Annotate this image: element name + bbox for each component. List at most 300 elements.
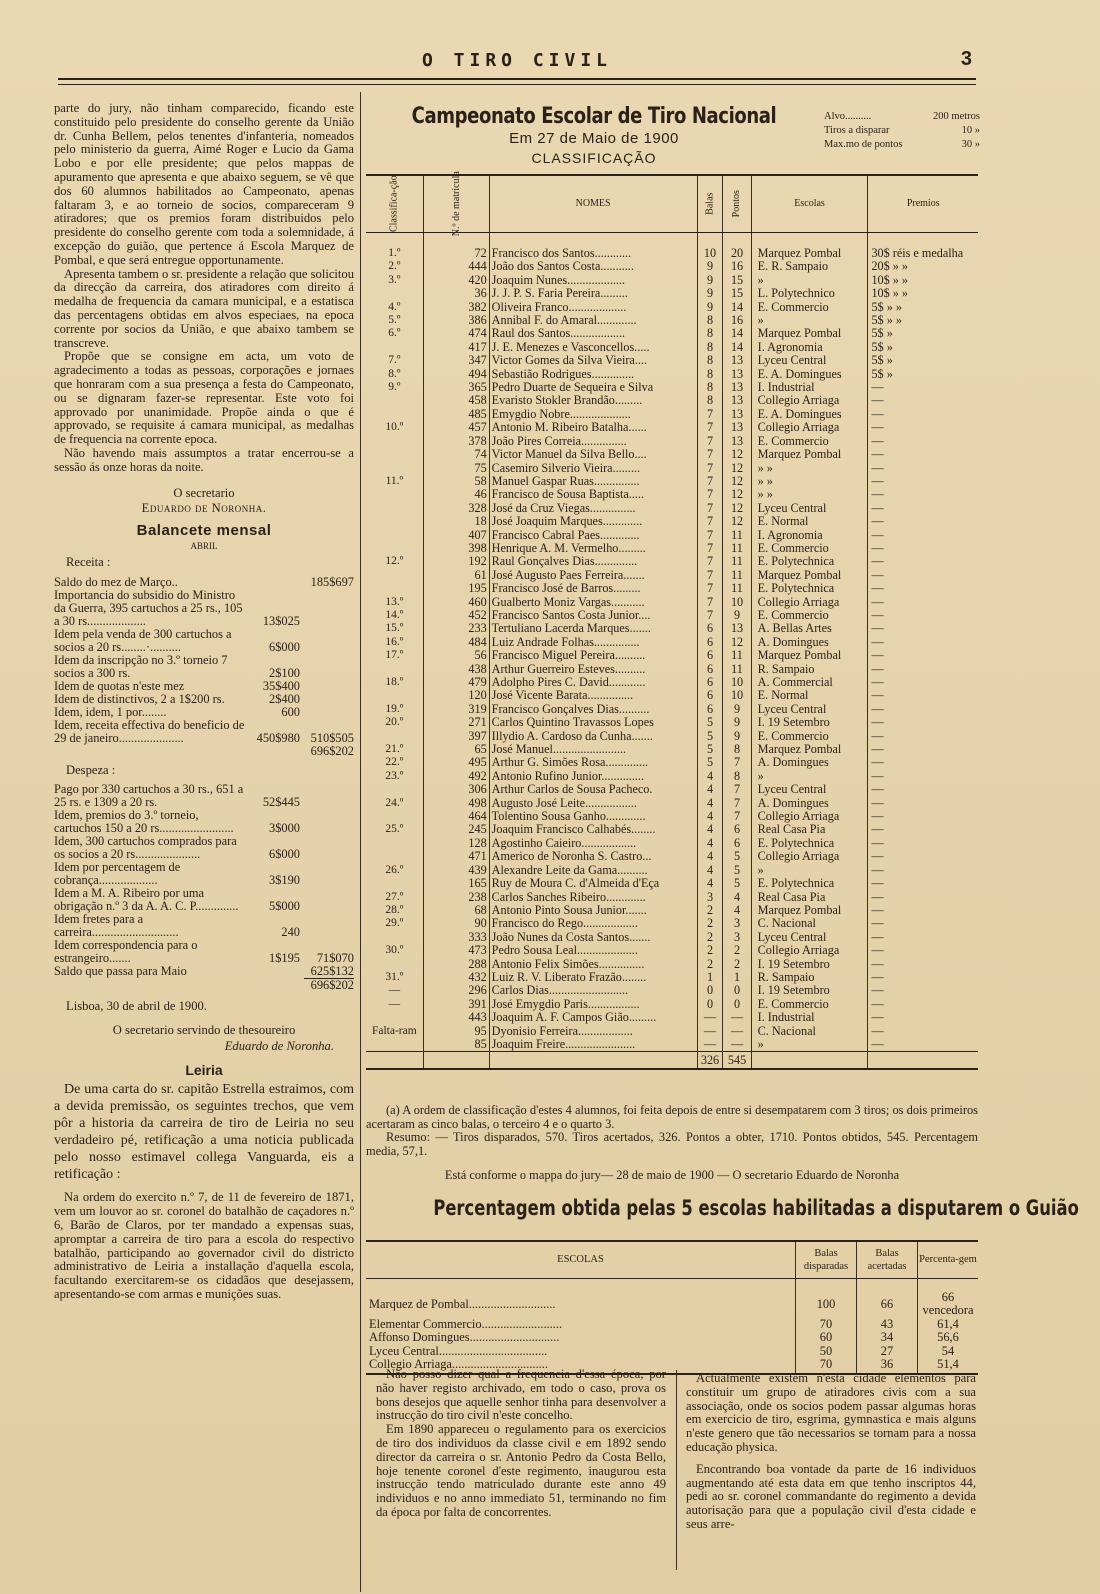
- cell-classificacao: 5.º: [366, 314, 423, 327]
- cell-classificacao: [366, 341, 423, 354]
- cell-classificacao: [366, 448, 423, 461]
- cell-pontos: 11: [723, 542, 751, 555]
- cell-premio: —: [871, 488, 884, 502]
- cell-balas: —: [697, 1038, 723, 1052]
- cell-nome: Carlos Quintino Travassos Lopes: [489, 716, 697, 729]
- balancete-title: Balancete mensal: [136, 522, 272, 540]
- ledger-amount: 450$980: [256, 730, 300, 745]
- signature-name: Eduardo de Noronha.: [224, 1038, 334, 1053]
- cell-premio: 20$ » »: [871, 260, 909, 274]
- table-row: [366, 488, 978, 501]
- cell-nome: Henrique A. M. Vermelho.........: [489, 542, 697, 555]
- ledger-total: 696$202: [304, 979, 354, 993]
- cell-pontos: 7: [723, 783, 751, 796]
- cell-balas: 7: [697, 515, 723, 528]
- cell-escola: Marquez Pombal: [751, 743, 868, 756]
- cell-escola: L. Polytechnico: [751, 287, 868, 300]
- cell-percentagem: 66 vencedora: [918, 1279, 979, 1318]
- cell-escola: Marquez Pombal: [751, 448, 868, 461]
- cell-premio: 5$ »: [871, 327, 893, 341]
- campeonato-title: Campeonato Escolar de Tiro Nacional: [411, 104, 777, 129]
- cell-matricula: 495: [423, 756, 489, 769]
- cell-escola: Collegio Arriaga: [751, 394, 868, 407]
- cell-premio: —: [871, 944, 884, 958]
- cell-classificacao: 18.º: [366, 676, 423, 689]
- cell-premio: 30$ réis e medalha: [871, 246, 964, 260]
- table-row: [366, 864, 978, 877]
- cell-balas: 6: [697, 649, 723, 662]
- cell-nome: Emygdio Nobre....................: [489, 408, 697, 421]
- cell-matricula: 328: [423, 502, 489, 515]
- cell-classificacao: [366, 394, 423, 407]
- column-separator: [676, 1370, 677, 1570]
- cell-pontos: 2: [723, 944, 751, 957]
- cell-pontos: 12: [723, 515, 751, 528]
- cell-nome: Antonio Felix Simões...............: [489, 958, 697, 971]
- cell-acertadas: 66: [857, 1279, 918, 1318]
- cell-balas: 5: [697, 743, 723, 756]
- cell-balas: 7: [697, 596, 723, 609]
- cell-nome: Carlos Sanches Ribeiro.............: [489, 891, 697, 904]
- table-row: [366, 917, 978, 930]
- cell-balas: 7: [697, 435, 723, 448]
- cell-matricula: 407: [423, 529, 489, 542]
- cell-matricula: 165: [423, 877, 489, 890]
- cell-pontos: 12: [723, 475, 751, 488]
- table-row: [366, 931, 978, 944]
- cell-pontos: 8: [723, 770, 751, 783]
- cell-matricula: 378: [423, 435, 489, 448]
- cell-premio: —: [871, 1037, 884, 1051]
- cell-escola: Marquez Pombal: [751, 649, 868, 662]
- campeonato-conditions: [824, 110, 980, 152]
- cell-escola: »: [751, 770, 868, 783]
- cell-escola: »: [751, 274, 868, 287]
- cell-pontos: 10: [723, 596, 751, 609]
- cell-premio: —: [871, 970, 884, 984]
- cell-nome: Arthur Carlos de Sousa Pacheco.: [489, 783, 697, 796]
- ledger-subtotal: 625$132: [310, 964, 354, 979]
- cell-nome: Joaquim Freire.......................: [489, 1038, 697, 1052]
- table-row: [366, 689, 978, 702]
- cell-classificacao: 1.º: [366, 233, 423, 261]
- cell-pontos: 12: [723, 502, 751, 515]
- cell-nome: Pedro Sousa Leal....................: [489, 944, 697, 957]
- cell-premio: —: [871, 877, 884, 891]
- table-row: [366, 609, 978, 622]
- cell-classificacao: 26.º: [366, 864, 423, 877]
- cell-disparadas: 50: [796, 1345, 857, 1358]
- cell-nome: Victor Gomes da Silva Vieira....: [489, 354, 697, 367]
- cell-nome: José Manuel........................: [489, 743, 697, 756]
- cell-balas: —: [697, 1025, 723, 1038]
- cell-balas: 6: [697, 676, 723, 689]
- cell-nome: Carlos Dias..........................: [489, 984, 697, 997]
- condition-label: Alvo..........: [824, 111, 872, 122]
- cell-percentagem: 56,6: [918, 1331, 979, 1344]
- cell-escola: Marquez Pombal: [751, 233, 868, 261]
- cell-pontos: 13: [723, 381, 751, 394]
- cell-balas: 8: [697, 327, 723, 340]
- cell-nome: Francisco de Sousa Baptista.....: [489, 488, 697, 501]
- cell-balas: 7: [697, 542, 723, 555]
- cell-matricula: 420: [423, 274, 489, 287]
- cell-pontos: 8: [723, 743, 751, 756]
- cell-nome: João dos Santos Costa...........: [489, 260, 697, 273]
- cell-premio: —: [871, 810, 884, 824]
- condition-row: [824, 138, 980, 152]
- cell-escola: A. Domingues: [751, 797, 868, 810]
- ledger-row: [54, 576, 354, 589]
- leiria-title: Leiria: [185, 1061, 223, 1078]
- cell-matricula: 452: [423, 609, 489, 622]
- cell-classificacao: [366, 462, 423, 475]
- cell-pontos: 6: [723, 823, 751, 836]
- cell-nome: Francisco dos Santos............: [489, 233, 697, 261]
- cell-classificacao: 13.º: [366, 596, 423, 609]
- cell-matricula: 306: [423, 783, 489, 796]
- cell-classificacao: [366, 569, 423, 582]
- cell-escola: I. 19 Setembro: [751, 958, 868, 971]
- cell-matricula: 432: [423, 971, 489, 984]
- paragraph: Não posso dizer qual a frequencia d'essa época, por não haver registo archivado, em todo o caso, prova os bons desejos que aquelle senhor tinha para desenvolver a instrucção do tiro civil n'este concelho.: [376, 1367, 666, 1423]
- cell-nome: Manuel Gaspar Ruas...............: [489, 475, 697, 488]
- table-row: [366, 1318, 978, 1331]
- cell-escola: Lyceu Central: [751, 354, 868, 367]
- cell-matricula: 386: [423, 314, 489, 327]
- ledger-amount: [248, 965, 304, 978]
- table-row: [366, 730, 978, 743]
- cell-acertadas: 27: [857, 1345, 918, 1358]
- cell-nome: Victor Manuel da Silva Bello....: [489, 448, 697, 461]
- table-row: [366, 823, 978, 836]
- cell-pontos: 13: [723, 622, 751, 635]
- note-paragraph: (a) A ordem de classificação d'estes 4 alumnos, foi feita depois de entre si desempatarem com 3 tiros; os dois primeiros acertaram as cinco balas, o terceiro 4 e o quarto 3.: [366, 1103, 978, 1131]
- cell-nome: Antonio M. Ribeiro Batalha......: [489, 421, 697, 434]
- table-row: [366, 877, 978, 890]
- cell-premio: —: [871, 635, 884, 649]
- paragraph: Em 1890 appareceu o regulamento para os exercicios de tiro dos individuos da classe civil e em 1892 sendo director da carreira o sr. Antonio Pedro da Costa Bello, hoje tenente coronel d'este regimento, inaugurou esta instrucção tendo matriculado durante este anno 49 individuos e no anno immediato 51, terminando no fim da época por falta de concorrentes.: [376, 1422, 666, 1519]
- ledger-item: Idem a M. A. Ribeiro por uma obrigação n.º 3 da A. A. C. P..............: [54, 886, 239, 914]
- ledger-item: Idem, premios do 3.º torneio, cartuchos 150 a 20 rs........................: [54, 808, 234, 836]
- ledger-amount: 1$195: [269, 951, 300, 966]
- cell-escola: I. 19 Setembro: [751, 716, 868, 729]
- ledger-amount: 2$100: [269, 665, 300, 680]
- cell-escola: E. Commercio: [751, 730, 868, 743]
- cell-pontos: 5: [723, 864, 751, 877]
- cell-pontos: 15: [723, 274, 751, 287]
- cell-escola: Collegio Arriaga: [751, 421, 868, 434]
- ledger-subtotal: [304, 628, 354, 654]
- table-row: [366, 904, 978, 917]
- cell-premio: —: [871, 528, 884, 542]
- table-row: [366, 743, 978, 756]
- cell-pontos: 6: [723, 837, 751, 850]
- cell-classificacao: 11.º: [366, 475, 423, 488]
- ledger-subtotal: [304, 654, 354, 680]
- condition-label: Tiros a disparar: [824, 125, 890, 136]
- cell-matricula: 458: [423, 394, 489, 407]
- cell-premio: —: [871, 850, 884, 864]
- classification-table: [366, 171, 978, 1070]
- cell-premio: —: [871, 501, 884, 515]
- cell-balas: 4: [697, 797, 723, 810]
- cell-matricula: 56: [423, 649, 489, 662]
- header-premios: Premios: [868, 175, 978, 233]
- header-acertadas: Balas acertadas: [857, 1241, 918, 1279]
- header-nomes: NOMES: [489, 175, 697, 233]
- cell-matricula: 18: [423, 515, 489, 528]
- cell-balas: 2: [697, 944, 723, 957]
- cell-balas: 6: [697, 636, 723, 649]
- table-row: [366, 448, 978, 461]
- campeonato-date: Em 27 de Maio de 1900: [509, 130, 679, 147]
- ledger-row: [54, 719, 354, 745]
- percentage-table: [366, 1240, 978, 1375]
- cell-pontos: 12: [723, 462, 751, 475]
- cell-pontos: 3: [723, 917, 751, 930]
- cell-pontos: 3: [723, 931, 751, 944]
- table-row: [366, 394, 978, 407]
- cell-balas: 2: [697, 931, 723, 944]
- cell-matricula: 479: [423, 676, 489, 689]
- cell-premio: —: [871, 783, 884, 797]
- ledger-item: Idem pela venda de 300 cartuchos a socios a 20 rs........·..........: [54, 626, 232, 654]
- cell-premio: —: [871, 716, 884, 730]
- cell-premio: —: [871, 836, 884, 850]
- cell-nome: Oliveira Franco...................: [489, 301, 697, 314]
- cell-balas: 7: [697, 569, 723, 582]
- cell-matricula: 72: [423, 233, 489, 261]
- cell-escola: Marquez de Pombal............................: [369, 1296, 556, 1311]
- cell-matricula: 233: [423, 622, 489, 635]
- cell-classificacao: [366, 730, 423, 743]
- balancete-month: ABRIL: [190, 540, 218, 551]
- cell-premio: 5$ »: [871, 367, 893, 381]
- ledger-despeza: [54, 783, 354, 978]
- ledger-subtotal: [304, 913, 354, 939]
- condition-label: Max.mo de pontos: [824, 139, 903, 150]
- table-row: [366, 260, 978, 273]
- condition-row: [824, 110, 980, 124]
- cell-pontos: 12: [723, 636, 751, 649]
- cell-classificacao: 20.º: [366, 716, 423, 729]
- cell-premio: —: [871, 890, 884, 904]
- ledger-row: [54, 965, 354, 978]
- ledger-amount: 5$000: [269, 899, 300, 914]
- table-row: [366, 314, 978, 327]
- table-row: [366, 783, 978, 796]
- ledger-subtotal: [304, 783, 354, 809]
- cell-balas: 4: [697, 783, 723, 796]
- cell-matricula: 68: [423, 904, 489, 917]
- cell-escola: Affonso Domingues.............................: [369, 1330, 560, 1345]
- cell-balas: 1: [697, 971, 723, 984]
- cell-nome: Raul dos Santos..................: [489, 327, 697, 340]
- cell-pontos: 13: [723, 354, 751, 367]
- cell-balas: 7: [697, 488, 723, 501]
- ledger-amount: 13$025: [262, 613, 300, 628]
- cell-classificacao: 10.º: [366, 421, 423, 434]
- cell-classificacao: 16.º: [366, 636, 423, 649]
- cell-premio: —: [871, 917, 884, 931]
- ledger-item: Pago por 330 cartuchos a 30 rs., 651 a 25 rs. e 1309 a 20 rs.: [54, 782, 244, 810]
- cell-premio: —: [871, 743, 884, 757]
- cell-balas: 8: [697, 341, 723, 354]
- ledger-amount: 6$000: [269, 639, 300, 654]
- cell-nome: José Augusto Paes Ferreira.......: [489, 569, 697, 582]
- cell-nome: Antonio Pinto Sousa Junior.......: [489, 904, 697, 917]
- cell-balas: 7: [697, 408, 723, 421]
- cell-matricula: 391: [423, 998, 489, 1011]
- cell-matricula: 74: [423, 448, 489, 461]
- table-row: [366, 1345, 978, 1358]
- cell-pontos: 4: [723, 891, 751, 904]
- table-row: [366, 462, 978, 475]
- cell-balas: 4: [697, 837, 723, 850]
- cell-pontos: 13: [723, 394, 751, 407]
- cell-matricula: 90: [423, 917, 489, 930]
- cell-pontos: 13: [723, 408, 751, 421]
- cell-pontos: 5: [723, 850, 751, 863]
- table-row: [366, 1011, 978, 1024]
- cell-classificacao: 27.º: [366, 891, 423, 904]
- table-row: [366, 837, 978, 850]
- cell-escola: Marquez Pombal: [751, 327, 868, 340]
- cell-pontos: 9: [723, 730, 751, 743]
- cell-nome: Francisco do Rego..................: [489, 917, 697, 930]
- ledger-item: Idem de distinctivos, 2 a 1$200 rs.: [54, 691, 225, 706]
- table-row: [366, 770, 978, 783]
- cell-premio: 10$ » »: [871, 287, 909, 301]
- cell-balas: 6: [697, 622, 723, 635]
- table-row: [366, 529, 978, 542]
- cell-premio: —: [871, 930, 884, 944]
- table-row: [366, 502, 978, 515]
- cell-nome: Joaquim Francisco Calhabés........: [489, 823, 697, 836]
- cell-matricula: 333: [423, 931, 489, 944]
- cell-escola: Elementar Commercio..........................: [369, 1316, 563, 1331]
- cell-balas: 8: [697, 394, 723, 407]
- page-number: 3: [960, 48, 972, 70]
- cell-classificacao: 12.º: [366, 555, 423, 568]
- ledger-row: [54, 654, 354, 680]
- cell-matricula: 296: [423, 984, 489, 997]
- cell-classificacao: [366, 663, 423, 676]
- table-row: [366, 475, 978, 488]
- cell-premio: —: [871, 984, 884, 998]
- cell-pontos: 11: [723, 569, 751, 582]
- ledger-sum: [54, 745, 354, 758]
- left-column: [54, 102, 354, 1302]
- ledger-total: 696$202: [310, 743, 354, 758]
- cell-balas: 2: [697, 917, 723, 930]
- cell-pontos: 7: [723, 797, 751, 810]
- cell-balas: 5: [697, 730, 723, 743]
- cell-escola: » »: [751, 475, 868, 488]
- cell-classificacao: 9.º: [366, 381, 423, 394]
- ledger-subtotal: [304, 887, 354, 913]
- cell-escola: C. Nacional: [751, 917, 868, 930]
- cell-pontos: 0: [723, 984, 751, 997]
- table-row: [366, 944, 978, 957]
- header-percentagem: Percenta-gem: [918, 1241, 979, 1279]
- cell-escola: »: [751, 1038, 868, 1052]
- cell-escola: » »: [751, 488, 868, 501]
- ledger-amount: [248, 576, 304, 589]
- cell-nome: João Nunes da Costa Santos.......: [489, 931, 697, 944]
- cell-matricula: 58: [423, 475, 489, 488]
- table-row: [366, 408, 978, 421]
- cell-classificacao: 3.º: [366, 274, 423, 287]
- cell-classificacao: 7.º: [366, 354, 423, 367]
- cell-nome: José da Cruz Viegas...............: [489, 502, 697, 515]
- cell-nome: Francisco Santos Costa Junior....: [489, 609, 697, 622]
- ledger-row: [54, 861, 354, 887]
- date-line: Lisboa, 30 de abril de 1900.: [66, 999, 207, 1014]
- cell-pontos: 12: [723, 448, 751, 461]
- cell-premio: —: [871, 434, 884, 448]
- cell-matricula: 95: [423, 1025, 489, 1038]
- cell-disparadas: 70: [796, 1318, 857, 1331]
- cell-matricula: 347: [423, 354, 489, 367]
- cell-premio: —: [871, 957, 884, 971]
- paragraph: Na ordem do exercito n.º 7, de 11 de fevereiro de 1871, vem um louvor ao sr. coronel do batalhão de caçadores n.º 6, Barão de Claros, por ter mandado a expensas suas, apromptar a carreira de tiro para a escola do respectivo batalhão, participando ao governador civil do districto administrativo de Leiria a installação d'aquella escola, facultando exercitarem-se os cidadãos que desejassem, apresentando-se com armas e munições suas.: [54, 1190, 354, 1302]
- cell-nome: Raul Gonçalves Dias..............: [489, 555, 697, 568]
- condition-value: 10 »: [961, 125, 980, 136]
- cell-premio: —: [871, 474, 884, 488]
- cell-nome: Dyonisio Ferreira..................: [489, 1025, 697, 1038]
- ledger-receita: [54, 576, 354, 745]
- ledger-amount: 3$000: [269, 821, 300, 836]
- cell-classificacao: [366, 931, 423, 944]
- cell-matricula: 484: [423, 636, 489, 649]
- table-row: [366, 1331, 978, 1344]
- ledger-item: Idem de quotas n'este mez: [54, 678, 185, 693]
- cell-escola: E. Commercio: [751, 998, 868, 1011]
- ledger-subtotal: 510$505: [310, 730, 354, 745]
- cell-balas: 8: [697, 354, 723, 367]
- ledger-item: Idem, idem, 1 por........: [54, 704, 167, 719]
- cell-nome: Tertuliano Lacerda Marques.......: [489, 622, 697, 635]
- cell-balas: 7: [697, 502, 723, 515]
- table-row: [366, 1279, 978, 1318]
- ledger-row: [54, 706, 354, 719]
- cell-escola: Lyceu Central: [751, 931, 868, 944]
- cell-balas: 4: [697, 823, 723, 836]
- ledger-subtotal: [304, 835, 354, 861]
- cell-nome: Antonio Rufino Junior..............: [489, 770, 697, 783]
- cell-nome: Francisco Gonçalves Dias..........: [489, 703, 697, 716]
- table-row: [366, 703, 978, 716]
- cell-classificacao: [366, 287, 423, 300]
- cell-escola: I. Industrial: [751, 381, 868, 394]
- cell-matricula: 128: [423, 837, 489, 850]
- cell-pontos: 13: [723, 421, 751, 434]
- cell-nome: Francisco Cabral Paes.............: [489, 529, 697, 542]
- cell-matricula: 85: [423, 1038, 489, 1052]
- table-row: [366, 582, 978, 595]
- ledger-row: [54, 693, 354, 706]
- cell-escola: Collegio Arriaga: [751, 596, 868, 609]
- cell-escola: E. Commercio: [751, 301, 868, 314]
- cell-classificacao: 29.º: [366, 917, 423, 930]
- cell-matricula: 245: [423, 823, 489, 836]
- ledger-item: Idem por percentagem de cobrança...................: [54, 860, 181, 888]
- cell-pontos: 11: [723, 582, 751, 595]
- cell-premio: 5$ » »: [871, 314, 902, 328]
- cell-classificacao: 19.º: [366, 703, 423, 716]
